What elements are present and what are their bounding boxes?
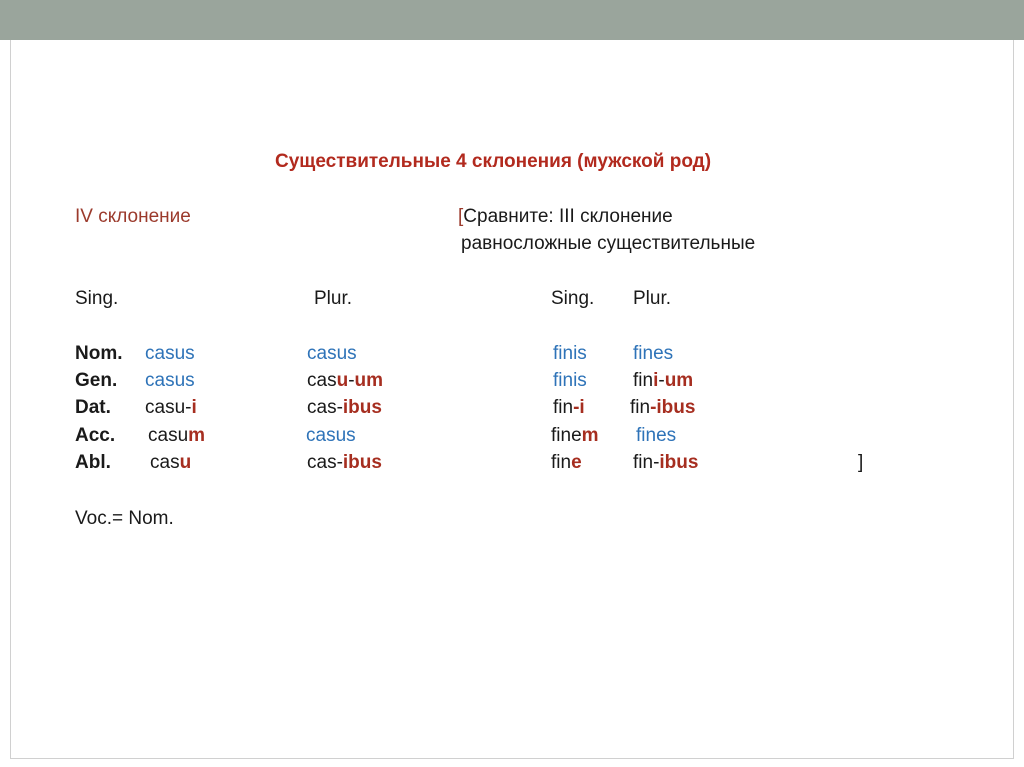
form-segment: fin- — [633, 452, 660, 473]
form-segment: ibus — [342, 452, 382, 473]
form-segment: -i — [573, 397, 585, 418]
compare-text-1: Сравните: III склонение — [463, 206, 673, 227]
form-segment: m — [188, 425, 206, 446]
form-sing — [145, 397, 197, 419]
compare-note-line1 — [458, 206, 673, 228]
header-plur: Plur. — [314, 288, 353, 309]
form-segment: ibus — [659, 452, 699, 473]
form-segment: casus — [307, 343, 357, 364]
slide-title: Существительные 4 склонения (мужской род) — [275, 151, 712, 172]
form-segment: fin — [630, 397, 651, 418]
form-plur2 — [633, 452, 698, 474]
case-label: Gen. — [75, 370, 118, 391]
form-segment: cas — [150, 452, 180, 473]
form-plur2 — [630, 397, 695, 419]
case-label: Nom. — [75, 343, 123, 364]
form-segment: fin — [551, 452, 572, 473]
form-segment: um — [664, 370, 694, 391]
form-segment: u — [179, 452, 192, 473]
form-plur — [306, 425, 356, 447]
form-segment: cas- — [307, 452, 343, 473]
form-sing2 — [551, 425, 599, 447]
form-segment: fin — [553, 397, 574, 418]
form-segment: um — [354, 370, 384, 391]
header-sing: Sing. — [75, 288, 119, 309]
compare-note-line2: равносложные существительные — [461, 233, 756, 254]
close-bracket: ] — [858, 452, 864, 473]
form-segment: - — [658, 370, 665, 391]
form-segment: i — [191, 397, 197, 418]
form-plur — [307, 370, 383, 392]
form-plur — [307, 343, 357, 365]
form-plur — [307, 397, 382, 419]
form-plur2 — [636, 425, 676, 447]
form-segment: cas — [307, 370, 337, 391]
form-segment: finis — [553, 370, 587, 391]
form-segment: casu — [148, 425, 189, 446]
form-segment: -ibus — [650, 397, 696, 418]
section-label-iv: IV склонение — [75, 206, 191, 227]
case-label: Abl. — [75, 452, 111, 473]
form-plur — [307, 452, 382, 474]
vocative-note: Voc.= Nom. — [75, 508, 174, 529]
form-segment: e — [571, 452, 582, 473]
form-sing — [145, 343, 195, 365]
form-segment: - — [348, 370, 355, 391]
form-sing2 — [553, 370, 587, 392]
case-label: Acc. — [75, 425, 116, 446]
header-plur-3rd: Plur. — [633, 288, 672, 309]
form-sing2 — [553, 343, 587, 365]
form-plur2 — [633, 343, 673, 365]
open-bracket: [ — [458, 206, 464, 227]
form-sing — [148, 425, 205, 447]
form-segment: fines — [633, 343, 674, 364]
form-segment: u — [336, 370, 349, 391]
form-sing2 — [553, 397, 585, 419]
form-segment: ibus — [342, 397, 382, 418]
form-segment: casus — [145, 343, 195, 364]
form-segment: casu- — [145, 397, 192, 418]
form-segment: finis — [553, 343, 587, 364]
form-segment: fines — [636, 425, 677, 446]
form-plur2 — [633, 370, 693, 392]
header-sing-3rd: Sing. — [551, 288, 595, 309]
form-sing2 — [551, 452, 582, 474]
form-segment: i — [653, 370, 659, 391]
case-label: Dat. — [75, 397, 111, 418]
form-segment: casus — [306, 425, 356, 446]
form-segment: fin — [633, 370, 654, 391]
form-sing — [145, 370, 195, 392]
form-segment: cas- — [307, 397, 343, 418]
top-bar — [0, 0, 1024, 40]
form-segment: casus — [145, 370, 195, 391]
form-sing — [150, 452, 191, 474]
form-segment: m — [581, 425, 599, 446]
form-segment: fine — [551, 425, 582, 446]
